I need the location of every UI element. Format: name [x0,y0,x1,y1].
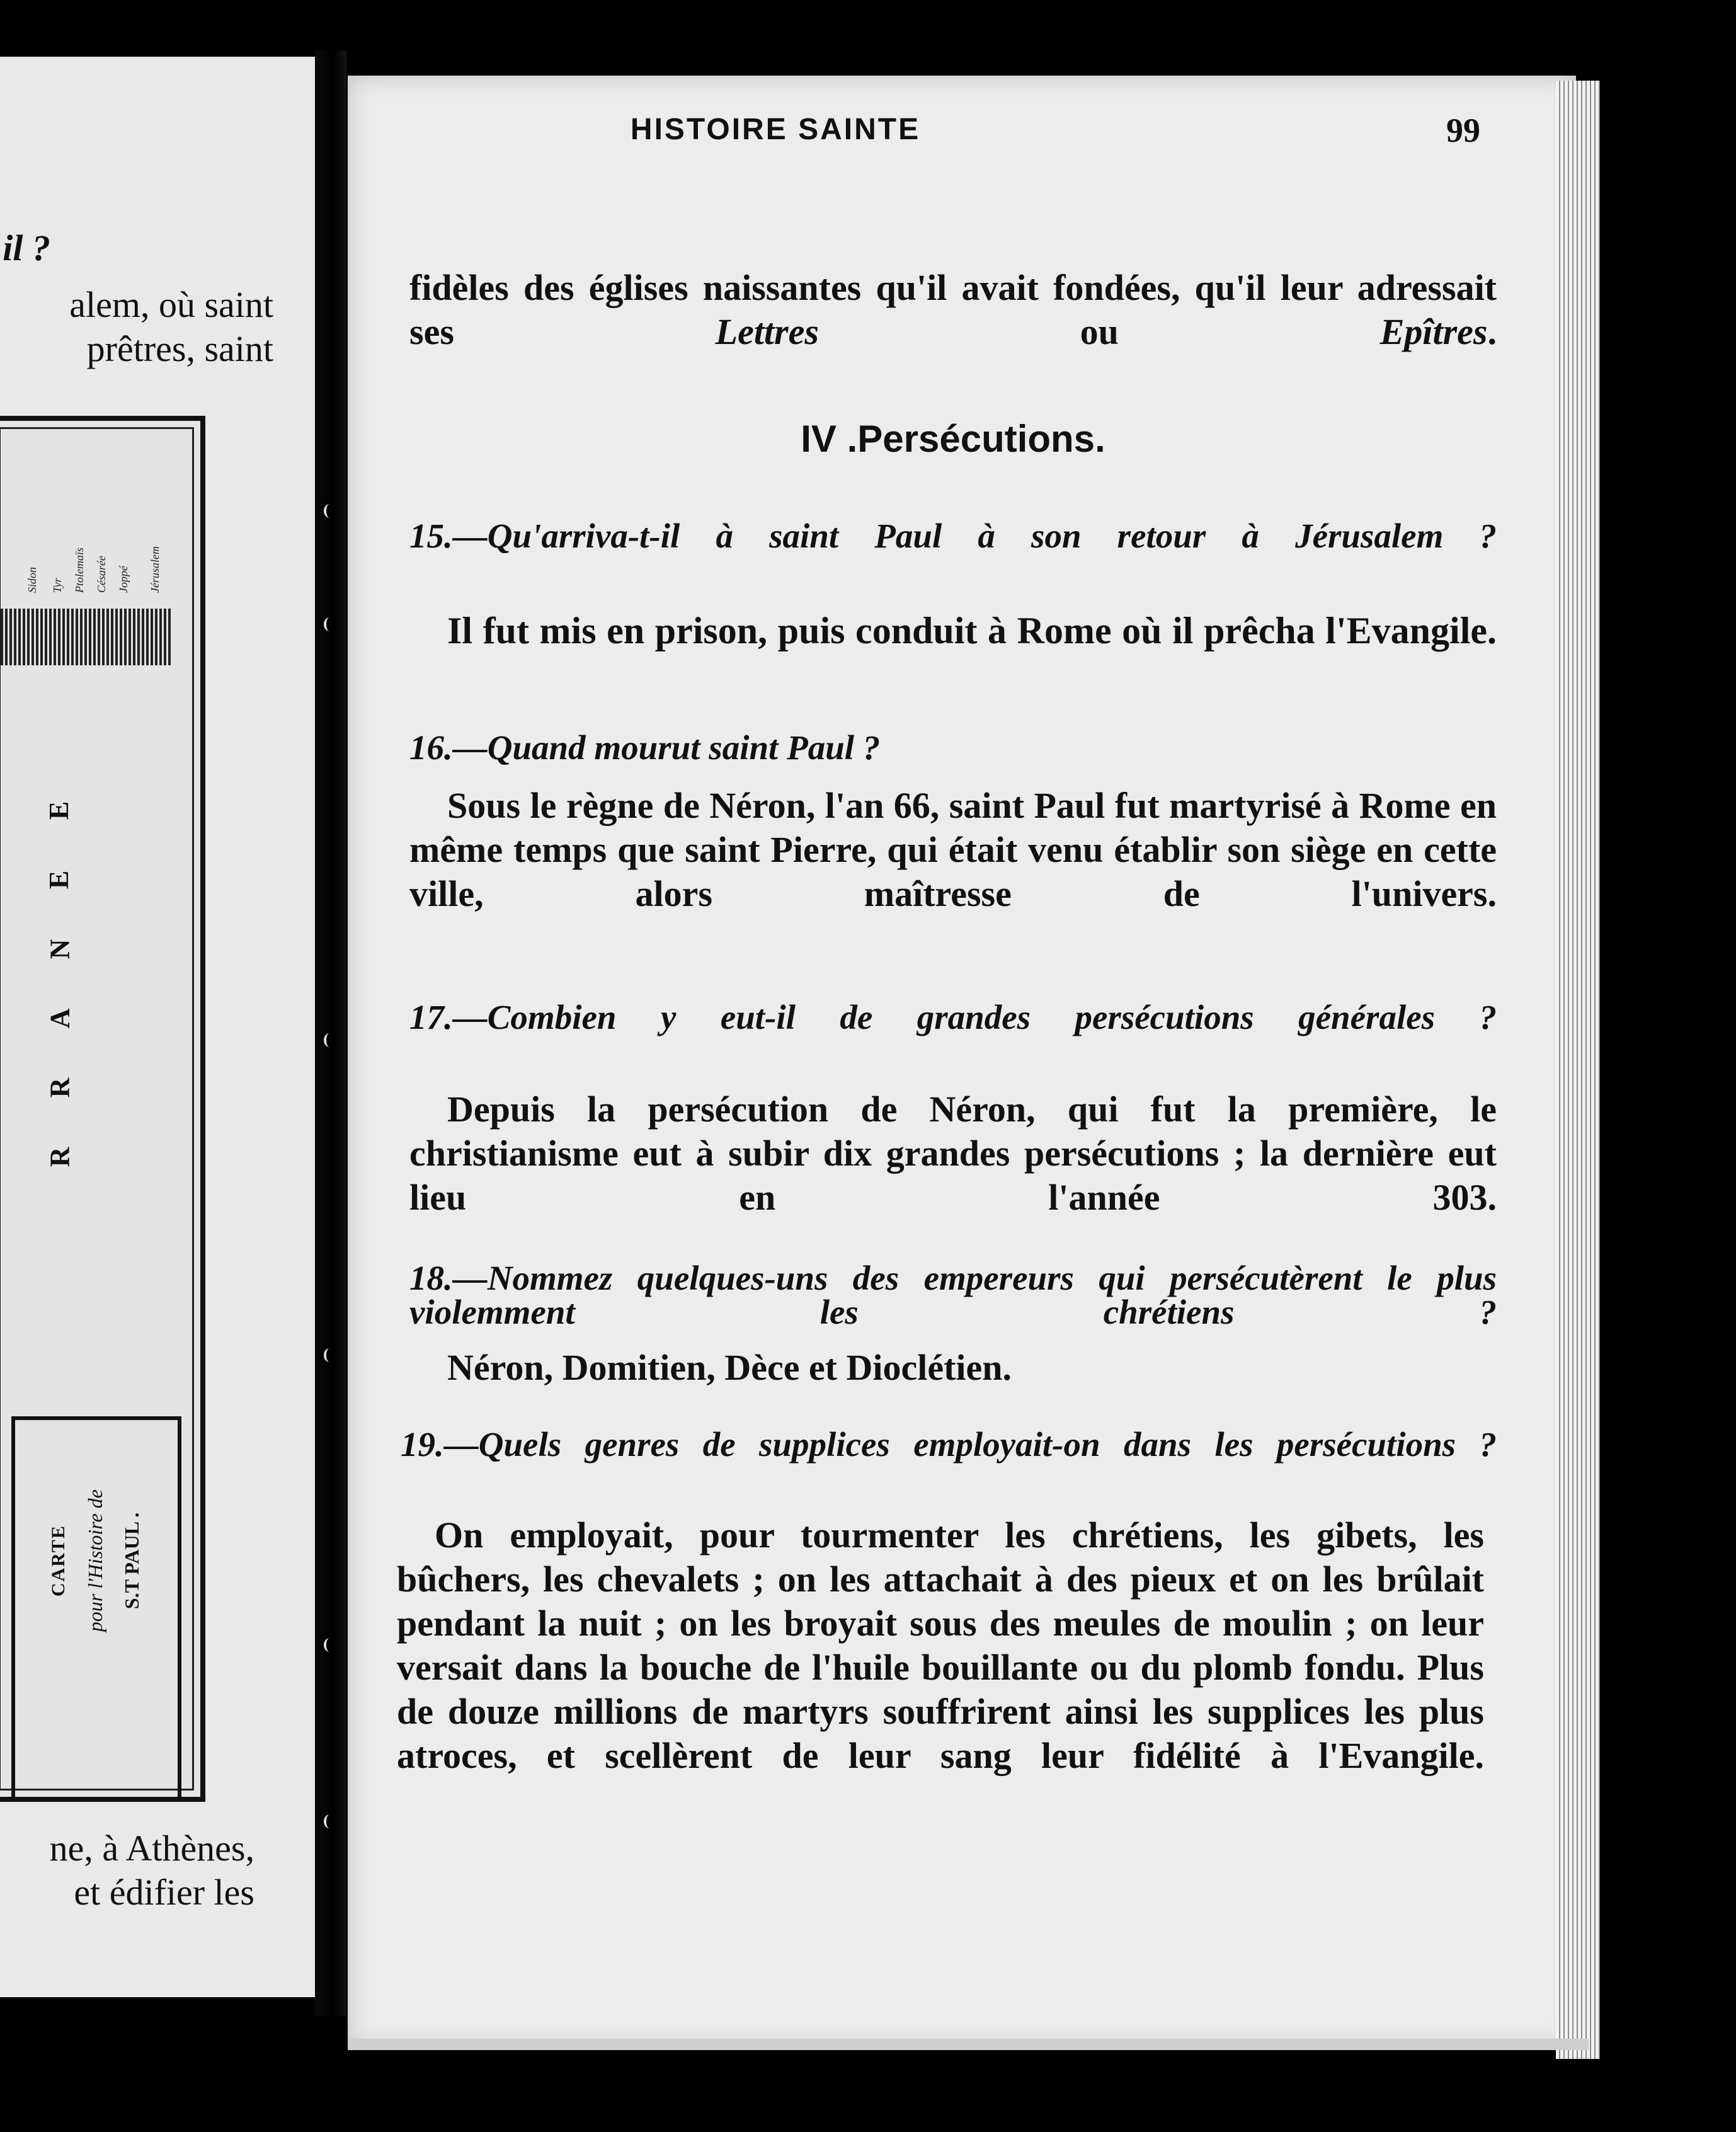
section-heading: IV .Persécutions. [801,418,1105,460]
left-page-line: ne, à Athènes, [49,1828,254,1869]
cartouche-subtitle: pour l'Histoire de [84,1489,106,1632]
question-number: 15. [409,517,453,555]
question-number: 16. [409,728,453,767]
left-page-line: et édifier les [74,1872,254,1913]
question-text: —Quels genres de supplices employait-on dans les persécutions ? [443,1425,1497,1464]
running-head: HISTOIRE SAINTE [630,113,921,146]
left-page-fragment [0,57,315,1997]
book-gutter [315,50,346,2016]
map-city-label: Ptolemaïs [73,547,86,593]
map-sea-letter: E [43,870,75,890]
map-cartouche [11,1416,181,1801]
answer-17: Depuis la persécution de Néron, qui fut la première, le christianisme eut à subir dix grandes persécutions ; la dernière eut lieu en l'année 303. [409,1089,1497,1218]
question-18 [409,1261,1497,1329]
cartouche-text [40,1489,150,1632]
answer-18: Néron, Domitien, Dèce et Dioclétien. [447,1347,1012,1388]
question-text: —Combien y eut-il de grandes persécutions générales ? [452,998,1497,1036]
question-number: 18. [409,1259,453,1297]
map-sea-letter: E [43,801,75,820]
question-15 [409,519,1497,553]
map-sea-letter: R [44,1077,76,1098]
map-sea-letter: N [44,939,76,960]
left-page-line: prêtres, saint [86,328,273,369]
question-16 [409,728,1497,767]
map-city-label: Césarée [95,556,108,593]
question-number: 17. [409,998,453,1036]
opening-emphasis-epitres: Epîtres [1379,311,1488,352]
map-city-label: Jérusalem [149,546,161,593]
map-sea-letter: A [44,1008,76,1029]
question-number: 19. [401,1425,444,1464]
left-page-line: il ? [3,227,50,268]
map-coastline [1,609,171,665]
answer-19: On employait, pour tourmenter les chrétiens, les gibets, les bûchers, les chevalets ; on les attachait à des pieux et on les brûlait pendant la nuit ; on les broyait sous des meules de moulin ; on leur versait dans la bouche de l'huile bouillante ou du plomb fondu. Plus de douze millions de martyrs souffrirent ainsi les supplices les plus atroces, et scellèrent de leur sang leur fidélité à l'Evangile. [397,1515,1484,1776]
page-edge-stack [1556,81,1600,2059]
question-19 [401,1425,1497,1464]
map-city-label: Sidon [26,566,38,593]
map-city-label: Tyr [51,578,64,593]
answer-16: Sous le règne de Néron, l'an 66, saint Paul fut martyrisé à Rome en même temps que saint Pierre, qui était venu établir son siège en cette ville, alors maîtresse de l'univers. [409,785,1497,914]
opening-text: fidèles des églises naissantes qu'il avait fondées, qu'il leur adressait ses [409,267,1497,352]
question-text: —Quand mourut saint Paul ? [452,728,881,767]
opening-mid: ou [818,311,1380,352]
left-page-line: alem, où saint [69,284,273,325]
question-text: —Nommez quelques-uns des empereurs qui persécutèrent le plus violemment les chrétiens ? [409,1259,1497,1331]
question-text: —Qu'arriva-t-il à saint Paul à son retour à Jérusalem ? [452,517,1497,555]
opening-end: . [1487,311,1497,352]
cartouche-title: CARTE [48,1525,69,1597]
answer-15: Il fut mis en prison, puis conduit à Rome où il prêcha l'Evangile. [447,610,1497,651]
opening-emphasis-lettres: Lettres [715,311,819,352]
page-number: 99 [1446,112,1480,149]
map-of-paul-journeys [0,416,205,1802]
map-city-label: Joppé [117,566,130,593]
map-sea-letter: R [44,1147,76,1167]
page-bottom-edge [348,2039,1589,2050]
question-17 [409,1000,1497,1034]
cartouche-name: S.T PAUL . [120,1512,143,1609]
opening-paragraph [409,266,1497,354]
